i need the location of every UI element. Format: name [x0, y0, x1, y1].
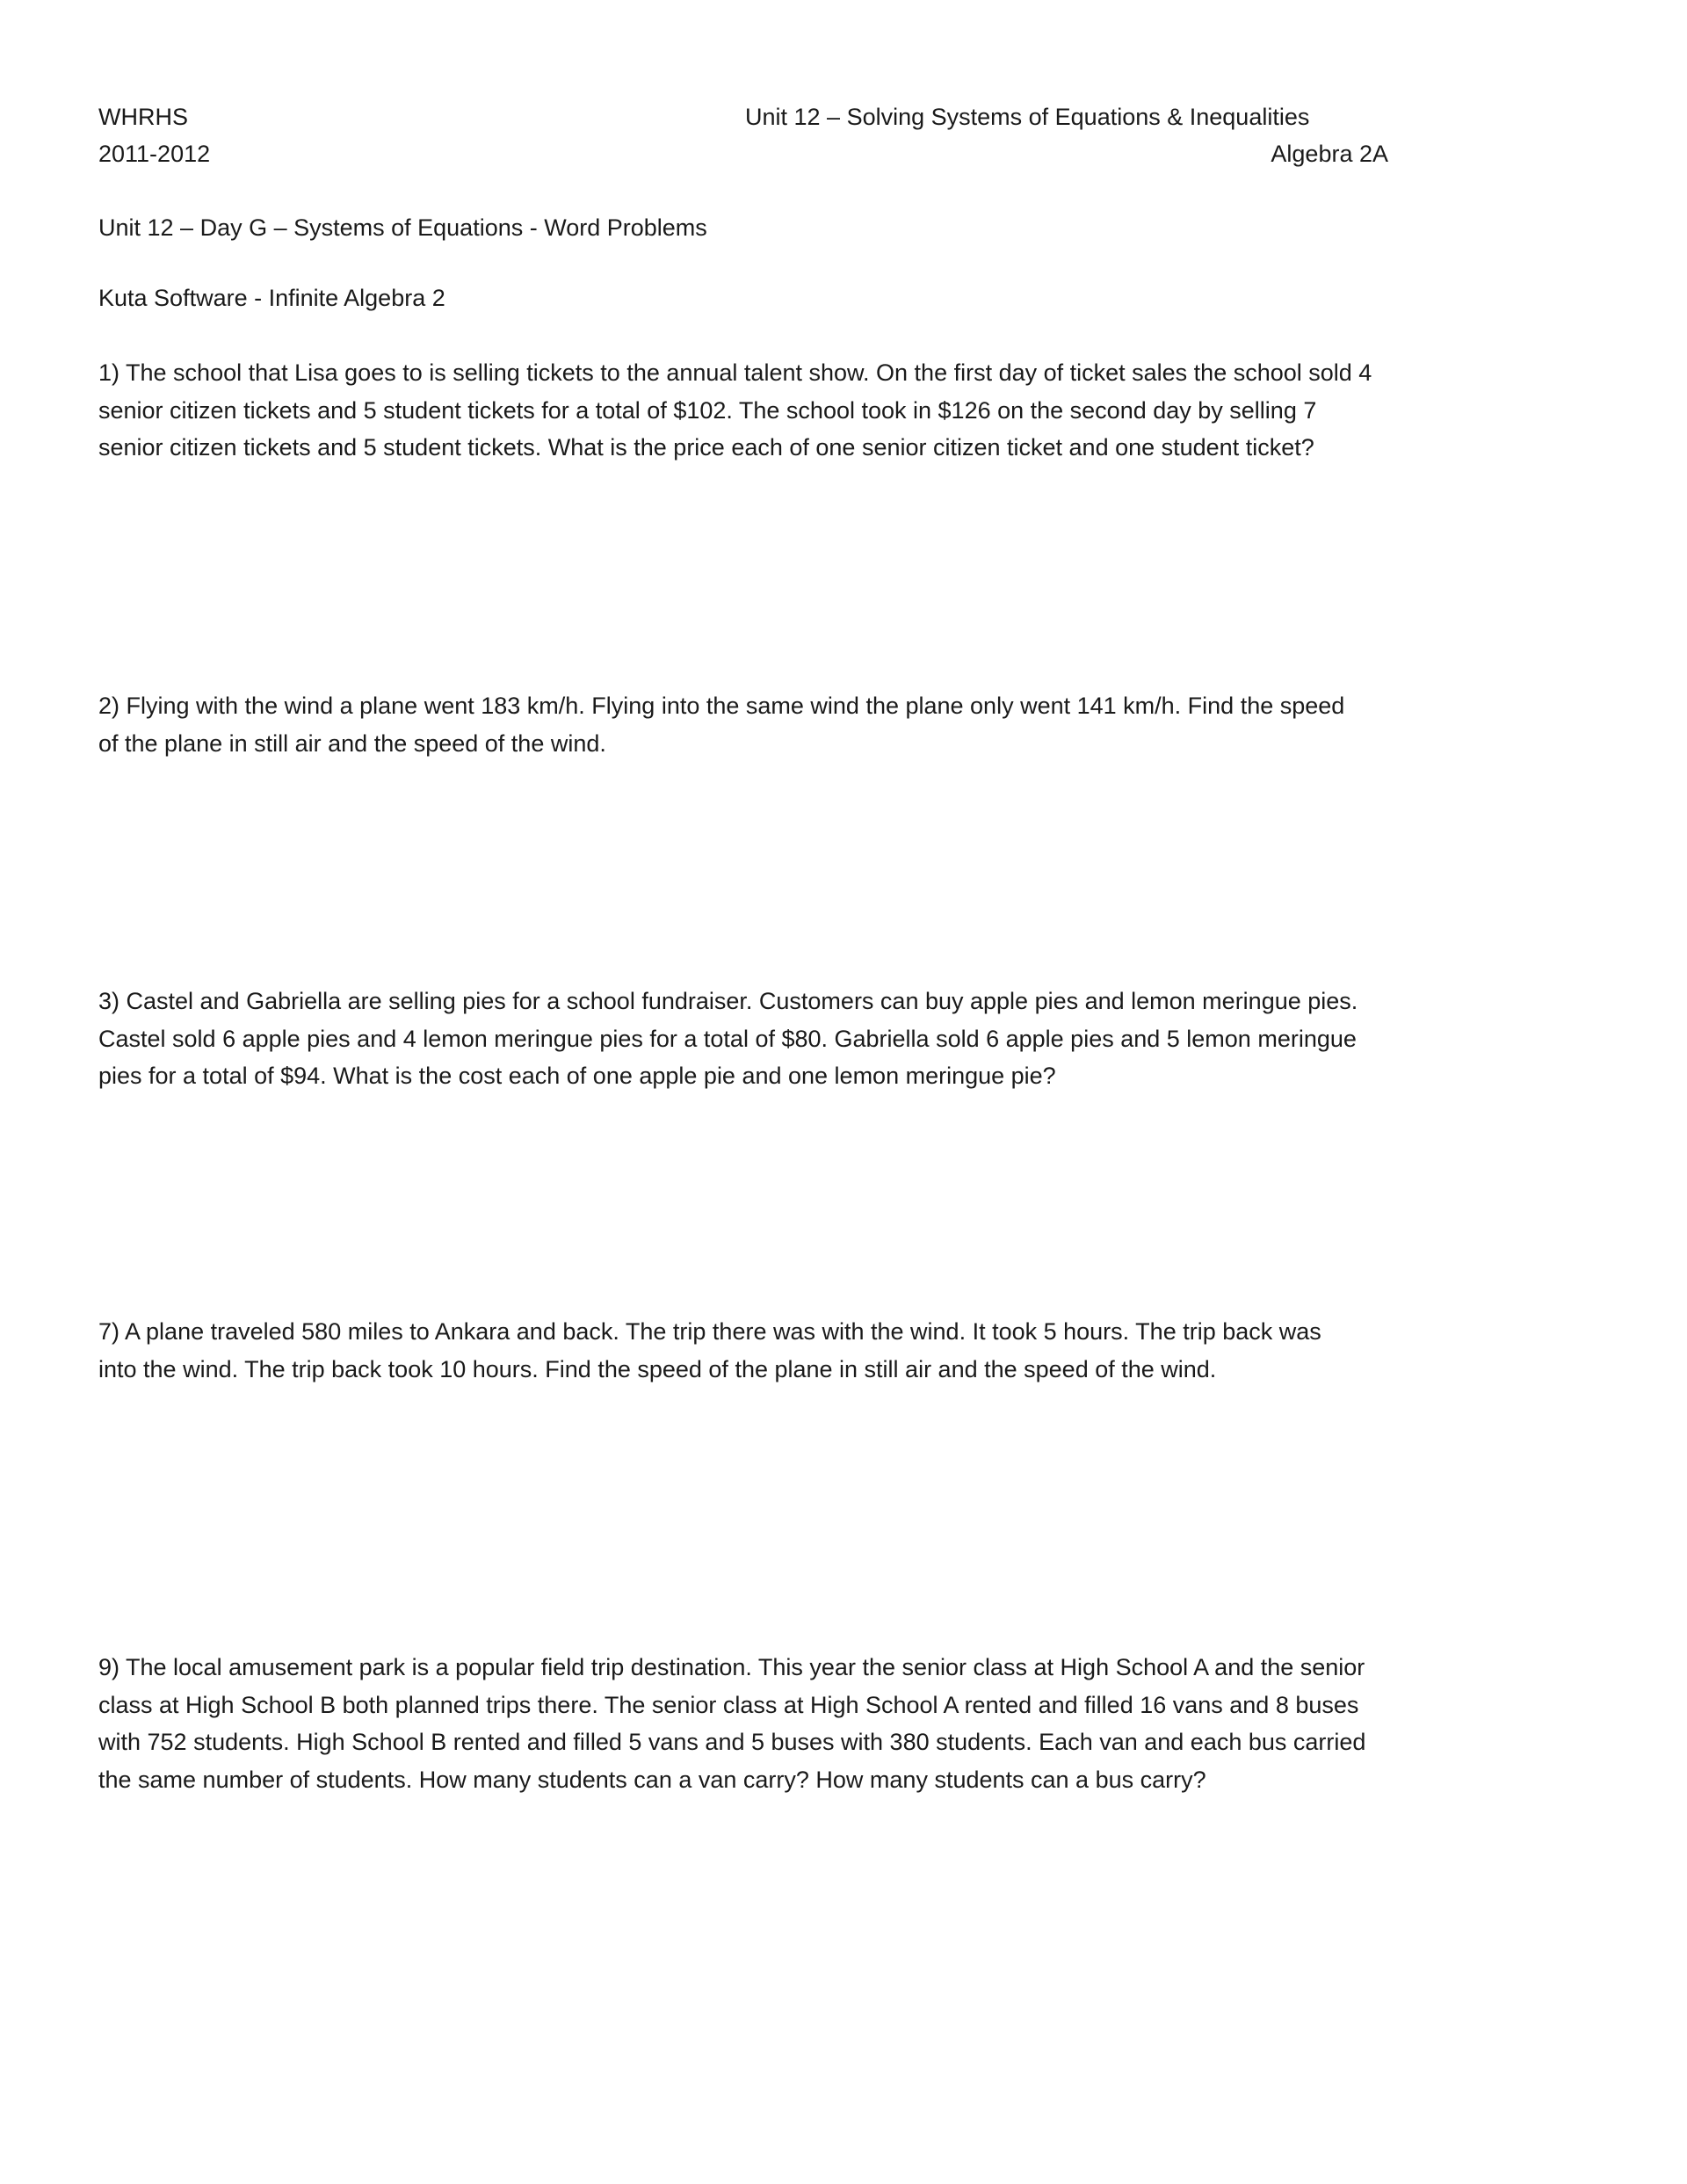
problem-7 [98, 1313, 1592, 1388]
problem-text-line: 9) The local amusement park is a popular field trip destination. This year the senior class at High School A and the senior [98, 1654, 1365, 1680]
problem-text-line: 3) Castel and Gabriella are selling pies for a school fundraiser. Customers can buy apple pies and lemon meringue pies. [98, 988, 1358, 1014]
problem-text-line: of the plane in still air and the speed of the wind. [98, 729, 606, 757]
problem-text-line: Castel sold 6 apple pies and 4 lemon meringue pies for a total of $80. Gabriella sold 6 apple pies and 5 lemon meringue [98, 1025, 1357, 1052]
problem-3 [98, 983, 1592, 1095]
problem-1 [98, 354, 1592, 467]
problem-text-line: the same number of students. How many students can a van carry? How many students can a bus carry? [98, 1766, 1206, 1793]
problem-text-line: 2) Flying with the wind a plane went 183 km/h. Flying into the same wind the plane only went 141 km/h. Find the speed [98, 693, 1345, 719]
problem-text-line: senior citizen tickets and 5 student tickets for a total of $102. The school took in $126 on the second day by selling 7 [98, 396, 1317, 424]
problem-text-line: class at High School B both planned trips there. The senior class at High School A rented and filled 16 vans and 8 buses [98, 1691, 1359, 1718]
header-year: 2011-2012 [98, 141, 211, 167]
header-school: WHRHS [98, 104, 188, 130]
problem-text-line: 7) A plane traveled 580 miles to Ankara and back. The trip there was with the wind. It took 5 hours. The trip back was [98, 1318, 1321, 1345]
problem-text-line: 1) The school that Lisa goes to is selling tickets to the annual talent show. On the first day of ticket sales the school sold 4 [98, 359, 1372, 386]
header-unit: Unit 12 – Solving Systems of Equations & Inequalities [745, 104, 1310, 130]
problem-text-line: into the wind. The trip back took 10 hours. Find the speed of the plane in still air and the speed of the wind. [98, 1355, 1217, 1382]
worksheet-source: Kuta Software - Infinite Algebra 2 [98, 285, 445, 311]
problem-2 [98, 687, 1592, 762]
problem-text-line: senior citizen tickets and 5 student tickets. What is the price each of one senior citizen ticket and one student ticket? [98, 434, 1314, 461]
problem-text-line: pies for a total of $94. What is the cost each of one apple pie and one lemon meringue pie? [98, 1063, 1056, 1089]
header-course: Algebra 2A [1271, 141, 1388, 167]
problem-9 [98, 1649, 1592, 1798]
worksheet-title: Unit 12 – Day G – Systems of Equations - Word Problems [98, 214, 707, 241]
problem-text-line: with 752 students. High School B rented and filled 5 vans and 5 buses with 380 students. Each van and each bus carried [98, 1729, 1366, 1755]
